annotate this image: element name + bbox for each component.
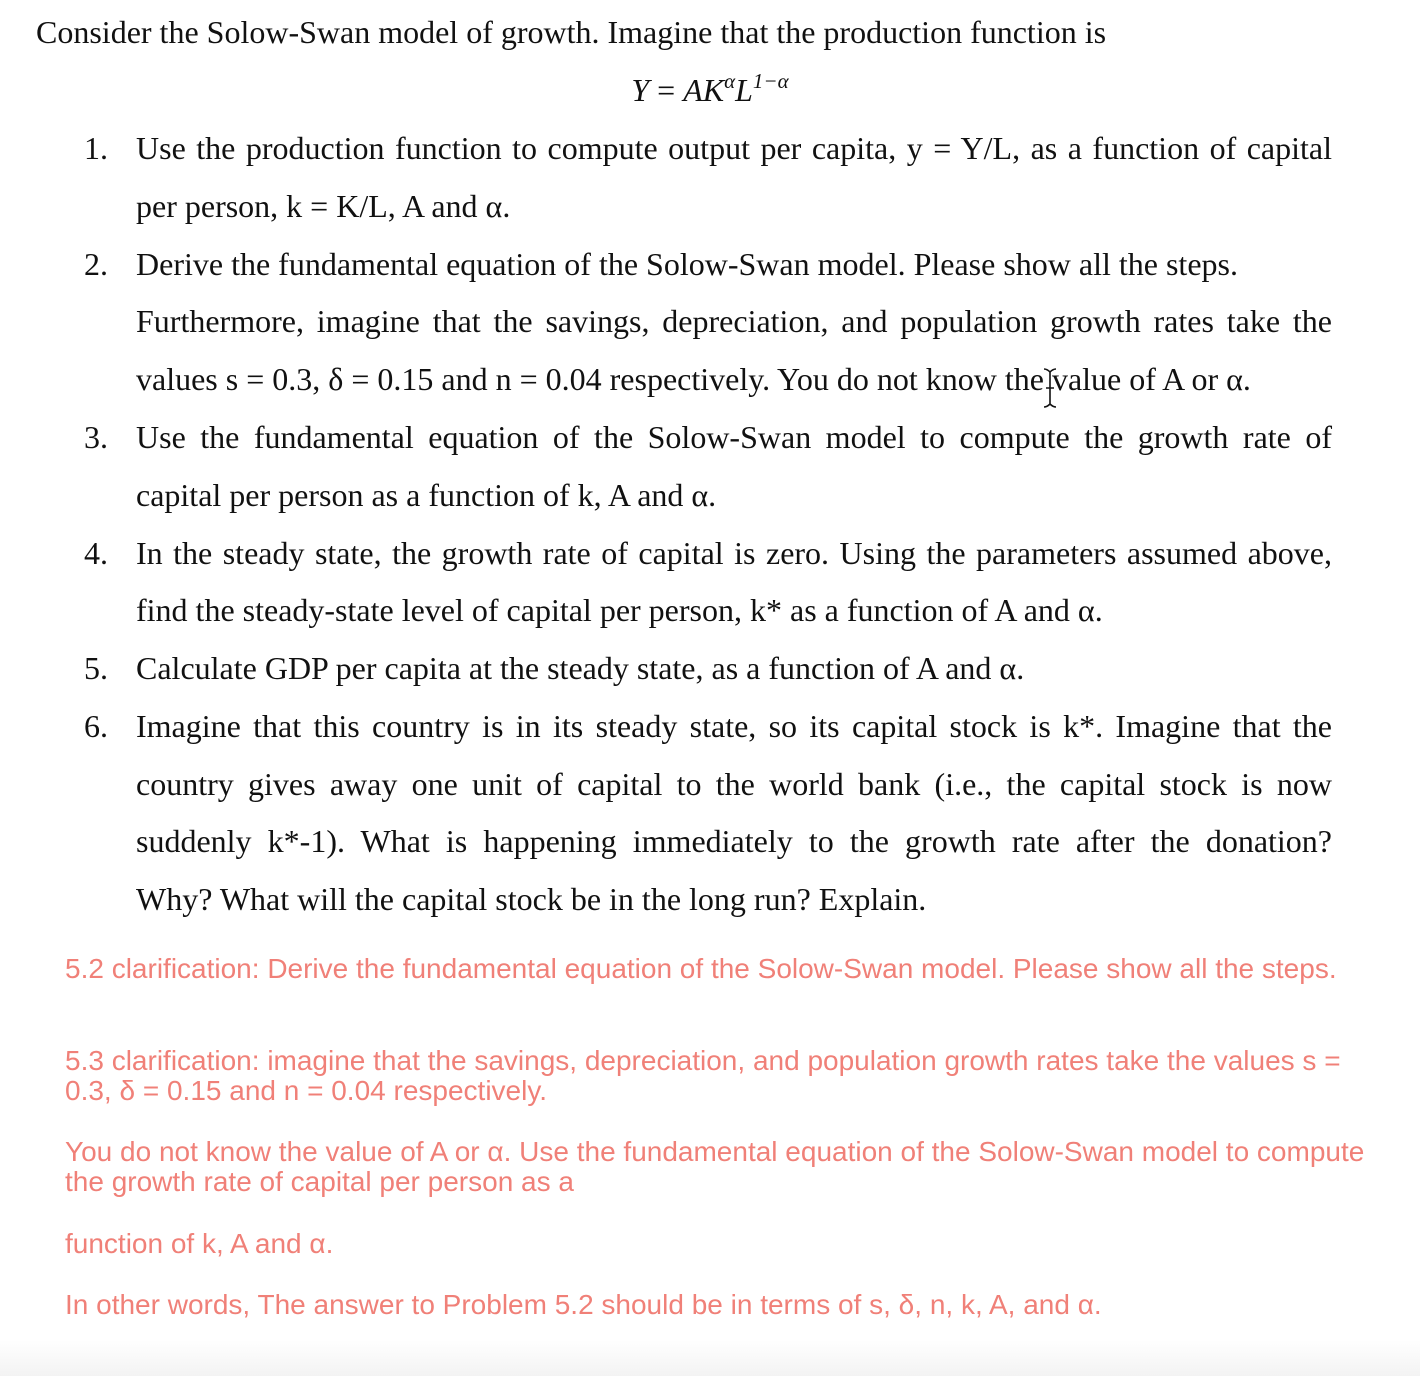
clarification-note: In other words, The answer to Problem 5.2 should be in terms of s, δ, n, k, A, and α. bbox=[65, 1289, 1102, 1320]
question-line: Calculate GDP per capita at the steady state, as a function of A and α. bbox=[136, 650, 1025, 686]
clarification-note: 5.3 clarification: imagine that the savings, depreciation, and population growth rates take the values s = 0.3, δ = 0.15 and n = 0.04 respectively. bbox=[65, 1045, 1341, 1106]
question-number: 1. bbox=[84, 130, 108, 166]
question-number: 2. bbox=[84, 246, 108, 282]
equation-exponent-k: α bbox=[724, 69, 736, 93]
text-cursor-icon bbox=[1043, 367, 1057, 409]
bottom-edge bbox=[0, 1340, 1420, 1376]
equation-base-k: AK bbox=[683, 72, 725, 108]
question-line: values s = 0.3, δ = 0.15 and n = 0.04 respectively. You do not know the value of A or α. bbox=[136, 361, 1251, 397]
question-line: Use the fundamental equation of the Solow-Swan model to compute the growth rate of bbox=[136, 419, 1332, 455]
question-line: Derive the fundamental equation of the Solow-Swan model. Please show all the steps. bbox=[136, 246, 1238, 282]
question-line: per person, k = K/L, A and α. bbox=[136, 188, 511, 224]
question-line: In the steady state, the growth rate of capital is zero. Using the parameters assumed above, bbox=[136, 535, 1332, 571]
question-line: Furthermore, imagine that the savings, depreciation, and population growth rates take the bbox=[136, 303, 1332, 339]
question-number: 4. bbox=[84, 535, 108, 571]
equation-base-l: L bbox=[735, 72, 753, 108]
question-number: 6. bbox=[84, 708, 108, 744]
question-line: Use the production function to compute output per capita, y = Y/L, as a function of capital bbox=[136, 130, 1332, 166]
equation-lhs: Y bbox=[631, 72, 650, 108]
equation-equals: = bbox=[649, 72, 684, 108]
question-number: 5. bbox=[84, 650, 108, 686]
question-line: country gives away one unit of capital to the world bank (i.e., the capital stock is now bbox=[136, 766, 1332, 802]
equation-exponent-l: 1−α bbox=[752, 69, 789, 93]
question-line: capital per person as a function of k, A and α. bbox=[136, 477, 717, 513]
clarification-note: 5.2 clarification: Derive the fundamental equation of the Solow-Swan model. Please show all the steps. bbox=[65, 953, 1337, 984]
clarification-note: You do not know the value of A or α. Use the fundamental equation of the Solow-Swan model to compute the growth rate of capital per person as a bbox=[65, 1136, 1365, 1197]
intro-sentence: Consider the Solow-Swan model of growth. Imagine that the production function is bbox=[36, 14, 1107, 50]
question-line: Imagine that this country is in its steady state, so its capital stock is k*. Imagine that the bbox=[136, 708, 1332, 744]
question-line: Why? What will the capital stock be in the long run? Explain. bbox=[136, 881, 927, 917]
question-number: 3. bbox=[84, 419, 108, 455]
question-line: find the steady-state level of capital per person, k* as a function of A and α. bbox=[136, 592, 1103, 628]
clarification-note: function of k, A and α. bbox=[65, 1228, 334, 1259]
question-line: suddenly k*-1). What is happening immediately to the growth rate after the donation? bbox=[136, 823, 1332, 859]
